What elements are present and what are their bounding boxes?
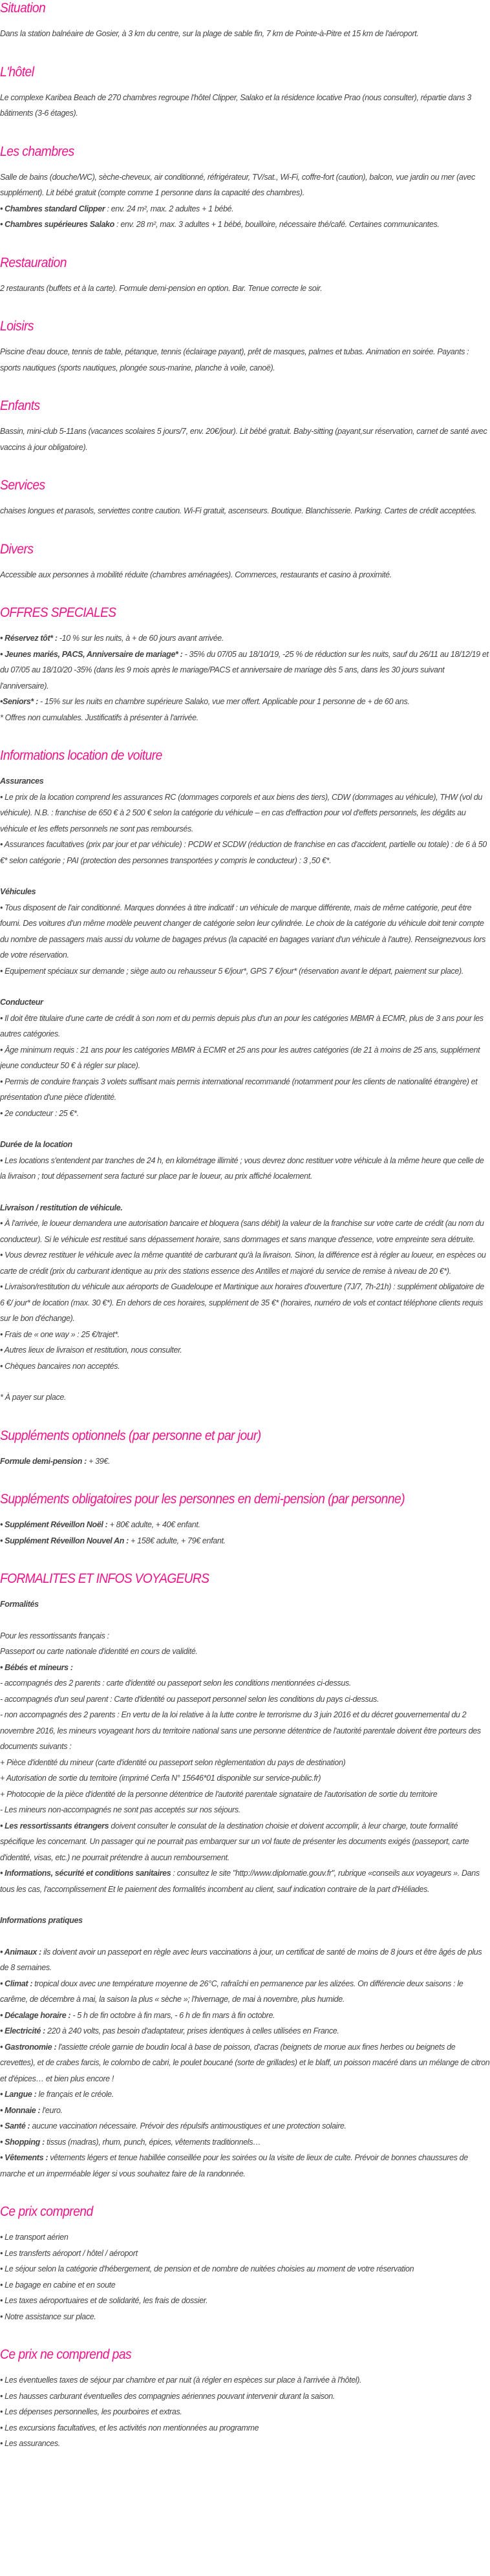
- list-item: • Assurances facultatives (prix par jour et par véhicule) : PCDW et SCDW (réduction de franchise en cas d'accident, partielle ou totale) : de 6 à 50 €* selon catégorie ; PAI (protection des personnes transportées y compris le conducteur) : 3 ,50 €*.: [0, 840, 487, 865]
- section-text: chaises longues et parasols, serviettes contre caution. Wi-Fi gratuit, ascenseurs. Boutique. Blanchisserie. Parking. Cartes de crédit acceptées.: [0, 506, 477, 515]
- section-title: Informations location de voiture: [0, 748, 162, 763]
- subsection-title: Livraison / restitution de véhicule.: [0, 1203, 123, 1212]
- section-ce-prix-comprend: [0, 2204, 490, 2324]
- section-title: Ce prix ne comprend pas: [0, 2347, 132, 2362]
- list-item: • 2e conducteur : 25 €*.: [0, 1108, 79, 1118]
- list-item: • À l'arrivée, le loueur demandera une autorisation bancaire et bloquera (sans débit) la valeur de la franchise sur votre carte de crédit (au nom du conducteur). Si le véhicule est restitué sans dépassement horaire, sans dommages et sans manque d'essence, votre empreinte sera détruite.: [0, 1219, 484, 1244]
- section-title: Situation: [0, 1, 46, 16]
- list-item: • Shopping : tissus (madras), rhum, punch, épices, vêtements traditionnels…: [0, 2137, 261, 2147]
- section-divers: [0, 541, 490, 583]
- list-item: • Les taxes aéroportuaires et de solidarité, les frais de dossier.: [0, 2296, 208, 2305]
- section-title: OFFRES SPECIALES: [0, 605, 116, 620]
- list-item: • Le séjour selon la catégorie d'hébergement, de pension et de nombre de nuitées choisies au moment de votre réservation: [0, 2264, 414, 2273]
- list-item: • Décalage horaire : - 5 h de fin octobre à fin mars, - 6 h de fin mars à fin octobre.: [0, 2010, 275, 2020]
- list-item: • Vêtements : vêtements légers et tenue habillée conseillée pour les soirées ou la visite de lieux de culte. Prévoir de bonnes chaussures de marche et un imperméable léger si vous souhaitez faire de la randonnée.: [0, 2153, 468, 2178]
- subsection-title: Informations pratiques: [0, 1916, 83, 1925]
- list-item: • Informations, sécurité et conditions sanitaires : consultez le site "http://www.diplomatie.gouv.fr", rubrique «conseils aux voyageurs ». Dans tous les cas, l'accomplissement Et le paiement des formalités incombent au client, sauf indication contraire de la part d'Héliades.: [0, 1869, 480, 1894]
- list-item: Formule demi-pension : + 39€.: [0, 1456, 111, 1466]
- list-item: • Jeunes mariés, PACS, Anniversaire de mariage* : - 35% du 07/05 au 18/10/19, -25 % de réduction sur les nuits, sauf du 26/11 au 18/12/19 et du 07/05 au 18/10/20 -35% (dans les 9 mois après le mariage/PACS et anniversaire de mariage dès 5 ans, dans les 30 jours suivant l'anniversaire).: [0, 649, 489, 691]
- list-label: • Bébés et mineurs :: [0, 1662, 73, 1672]
- section-title: Restauration: [0, 255, 67, 270]
- section-ce-prix-ne-comprend-pas: [0, 2346, 490, 2452]
- section-supplements-optionnels: [0, 1428, 490, 1470]
- section-text: Dans la station balnéaire de Gosier, à 3 km du centre, sur la plage de sable fin, 7 km de Pointe-à-Pitre et 15 km de l'aéroport.: [0, 29, 419, 38]
- subsection-title: Formalités: [0, 1600, 39, 1609]
- list-item: • Le bagage en cabine et en soute: [0, 2280, 116, 2290]
- list-item: • Les excursions facultatives, et les activités non mentionnées au programme: [0, 2423, 259, 2432]
- list-item: • Le prix de la location comprend les assurances RC (dommages corporels et aux biens des tiers), CDW (dommages au véhicule), THW (vol du véhicule). N.B. : franchise de 650 € à 2 500 € selon la catégorie du véhicule – en cas d'effraction pour vol d'effets personnels, les dégâts au véhicule et les effets personnels ne sont pas remboursés.: [0, 792, 482, 833]
- list-item: • Chèques bancaires non acceptés.: [0, 1361, 120, 1371]
- section-text: Piscine d'eau douce, tennis de table, pétanque, tennis (éclairage payant), prêt de masques, palmes et tubas. Animation en soirée. Payants : sports nautiques (sports nautiques, plongée sous-marine, planche à voile, canoë).: [0, 347, 469, 372]
- list-item: • Santé : aucune vaccination nécessaire. Prévoir des répulsifs antimoustiques et une protection solaire.: [0, 2121, 346, 2131]
- section-title: Suppléments optionnels (par personne et par jour): [0, 1428, 261, 1443]
- section-title: Les chambres: [0, 144, 74, 159]
- section-location-voiture: [0, 747, 490, 1406]
- section-title: Suppléments obligatoires pour les personnes en demi-pension (par personne): [0, 1492, 405, 1507]
- list-item: • Gastronomie : l'assiette créole garnie de boudin local à base de poisson, d'acras (beignets de morue aux fines herbes ou beignets de crevettes), et de crabes farcis, le colombo de cabri, le poulet boucané (sorte de grillades) et le blaff, un poisson macéré dans un mélange de citron et d'épices… et bien plus encore !: [0, 2042, 490, 2083]
- section-chambres: [0, 144, 490, 233]
- section-offres-speciales: [0, 605, 490, 725]
- list-item: • Equipement spéciaux sur demande ; siège auto ou rehausseur 5 €/jour*, GPS 7 €/jour* (réservation avant le départ, paiement sur place).: [0, 966, 463, 976]
- list-item: • Autres lieux de livraison et restitution, nous consulter.: [0, 1346, 182, 1355]
- list-item: • Permis de conduire français 3 volets suffisant mais permis international recommandé (notamment pour les clients de nationalité étrangère) et présentation d'une pièce d'identité.: [0, 1077, 478, 1102]
- subsection-title: Conducteur: [0, 998, 43, 1007]
- text-line: + Autorisation de sortie du territoire (imprimé Cerfa N° 15646*01 disponible sur service-public.fr): [0, 1774, 321, 1783]
- list-item: • Climat : tropical doux avec une température moyenne de 26°C, rafraîchi en permanence par les alizées. On différencie deux saisons : le carême, de décembre à mai, la saison la plus « sèche »; l'hivernage, de mai à novembre, plus humide.: [0, 1979, 463, 2004]
- text-line: - Les mineurs non-accompagnés ne sont pas acceptés sur nos séjours.: [0, 1805, 240, 1814]
- list-item: • Les hausses carburant éventuelles des compagnies aériennes pouvant intervenir durant la saison.: [0, 2391, 335, 2401]
- list-item: • Réservez tôt* : -10 % sur les nuits, à + de 60 jours avant arrivée.: [0, 634, 224, 643]
- list-item: • Supplément Réveillon Noël : + 80€ adulte, + 40€ enfant.: [0, 1520, 200, 1529]
- section-loisirs: [0, 318, 490, 376]
- section-text: Le complexe Karibea Beach de 270 chambres regroupe l'hôtel Clipper, Salako et la résidence locative Prao (nous consulter), répartie dans 3 bâtiments (3-6 étages).: [0, 92, 471, 118]
- section-title: Enfants: [0, 398, 40, 413]
- section-supplements-obligatoires: [0, 1491, 490, 1549]
- section-title: FORMALITES ET INFOS VOYAGEURS: [0, 1571, 209, 1586]
- list-item: • Chambres supérieures Salako : env. 28 m², max. 3 adultes + 1 bébé, bouilloire, nécessaire thé/café. Certaines communicantes.: [0, 220, 440, 229]
- footnote: * Offres non cumulables. Justificatifs à présenter à l'arrivée.: [0, 713, 198, 722]
- list-item: • Les transferts aéroport / hôtel / aéroport: [0, 2248, 138, 2258]
- footnote: * À payer sur place.: [0, 1393, 67, 1402]
- text-line: + Photocopie de la pièce d'identité de la personne détentrice de l'autorité parentale signataire de l'autorisation de sortie du territoire: [0, 1789, 438, 1799]
- section-title: L'hôtel: [0, 64, 34, 80]
- subsection-title: Véhicules: [0, 887, 36, 896]
- text-line: - accompagnés d'un seul parent : Carte d'identité ou passeport personnel selon les conditions du pays ci-dessus.: [0, 1694, 379, 1704]
- section-text: Salle de bains (douche/WC), sèche-cheveux, air conditionné, réfrigérateur, TV/sat., Wi-Fi, coffre-fort (caution), balcon, vue jardin ou mer (avec supplément). Lit bébé gratuit (compte comme 1 personne dans la capacité des chambres).: [0, 172, 475, 197]
- section-text: 2 restaurants (buffets et à la carte). Formule demi-pension en option. Bar. Tenue correcte le soir.: [0, 283, 323, 293]
- section-enfants: [0, 398, 490, 455]
- section-restauration: [0, 255, 490, 297]
- list-item: • Notre assistance sur place.: [0, 2312, 96, 2321]
- list-item: • Âge minimum requis : 21 ans pour les catégories MBMR à ECMR et 25 ans pour les autres catégories (de 21 à moins de 25 ans, supplément jeune conducteur 50 € à régler sur place).: [0, 1045, 480, 1070]
- section-title: Services: [0, 478, 45, 493]
- subsection-title: Durée de la location: [0, 1140, 72, 1149]
- list-item: • Vous devrez restituer le véhicule avec la même quantité de carburant qu'à la livraison. Sinon, la différence est à régler au loueur, en espèces ou carte de crédit (prix du carburant identique au prix des stations essence des Antilles et majoré du service de remise à niveau de 20 €*).: [0, 1250, 486, 1276]
- section-text: Bassin, mini-club 5-11ans (vacances scolaires 5 jours/7, env. 20€/jour). Lit bébé gratuit. Baby-sitting (payant,sur réservation, carnet de santé avec vaccins à jour obligatoire).: [0, 427, 487, 452]
- text-line: - non accompagnés des 2 parents : En vertu de la loi relative à la lutte contre le terrorisme du 3 juin 2016 et du décret gouvernemental du 2 novembre 2016, les mineurs voyageant hors du territoire national sans une personne détentrice de l'autorité parentale doivent être porteurs des documents suivants :: [0, 1710, 481, 1751]
- list-item: • Chambres standard Clipper : env. 24 m², max. 2 adultes + 1 bébé.: [0, 204, 234, 213]
- text-line: Passeport ou carte nationale d'identité en cours de validité.: [0, 1647, 198, 1656]
- list-item: • Animaux : ils doivent avoir un passeport en règle avec leurs vaccinations à jour, un certificat de santé de moins de 8 jours et être âgés de plus de 8 semaines.: [0, 1947, 482, 1972]
- list-item: • Les assurances.: [0, 2439, 60, 2448]
- list-item: • Langue : le français et le créole.: [0, 2090, 114, 2099]
- list-item: • Tous disposent de l'air conditionné. Marques données à titre indicatif : un véhicule de marque différente, mais de même catégorie, peut être fourni. Des voitures d'un même modèle peuvent changer de catégorie selon leur cylindrée. Le choix de la catégorie du véhicule doit tenir compte du nombre de passagers mais aussi du volume de bagages prévus (la capacité en bagages variant d'un véhicule à l'autre). Renseignezvous lors de votre réservation.: [0, 903, 486, 960]
- section-title: Ce prix comprend: [0, 2204, 93, 2219]
- list-item: • Les locations s'entendent par tranches de 24 h, en kilométrage illimité ; vous devrez donc restituer votre véhicule à la même heure que celle de la livraison ; tout dépassement sera facturé sur place par le loueur, au prix affiché localement.: [0, 1155, 484, 1181]
- section-hotel: [0, 64, 490, 122]
- list-item: • Frais de « one way » : 25 €/trajet*.: [0, 1329, 120, 1339]
- list-item: • Le transport aérien: [0, 2233, 69, 2242]
- section-services: [0, 477, 490, 519]
- list-item: • Monnaie : l'euro.: [0, 2105, 63, 2115]
- text-line: + Pièce d'identité du mineur (carte d'identité ou passeport selon règlementation du pays de destination): [0, 1757, 346, 1767]
- section-title: Loisirs: [0, 319, 34, 334]
- list-item: • Il doit être titulaire d'une carte de crédit à son nom et du permis depuis plus d'un an pour les catégories MBMR à ECMR, plus de 3 ans pour les autres catégories.: [0, 1013, 484, 1038]
- list-item: • Supplément Réveillon Nouvel An : + 158€ adulte, + 79€ enfant.: [0, 1536, 226, 1545]
- list-item: • Les dépenses personnelles, les pourboires et extras.: [0, 2407, 182, 2416]
- section-situation: [0, 0, 490, 42]
- text-line: - accompagnés des 2 parents : carte d'identité ou passeport selon les conditions mentionnées ci-dessus.: [0, 1679, 352, 1688]
- section-text: Accessible aux personnes à mobilité réduite (chambres aménagées). Commerces, restaurants et casino à proximité.: [0, 570, 392, 579]
- section-title: Divers: [0, 541, 34, 557]
- list-item: • Les éventuelles taxes de séjour par chambre et par nuit (à régler en espèces sur place à l'arrivée à l'hôtel).: [0, 2376, 362, 2385]
- list-item: • Les ressortissants étrangers doivent consulter le consulat de la destination choisie et doivent accomplir, à leur charge, toute formalité spécifique les concernant. Un passager qui ne pourrait pas embarquer sur un vol faute de présenter les documents exigés (passeport, carte d'identité, visas, etc.) ne pourrait prétendre à aucun remboursement.: [0, 1821, 469, 1862]
- list-item: •Seniors* : - 15% sur les nuits en chambre supérieure Salako, vue mer offert. Applicable pour 1 personne de + de 60 ans.: [0, 697, 410, 706]
- section-formalites: [0, 1571, 490, 2182]
- subsection-title: Assurances: [0, 777, 44, 786]
- list-item: • Livraison/restitution du véhicule aux aéroports de Guadeloupe et Martinique aux horaires d'ouverture (7J/7, 7h-21h) : supplément obligatoire de 6 €/ jour* de location (max. 30 €*). En dehors de ces horaires, supplément de 35 €* (horaires, numéro de vols et contact téléphone clients requis sur le bon d'échange).: [0, 1282, 484, 1323]
- text-line: Pour les ressortissants français :: [0, 1631, 109, 1640]
- list-item: • Electricité : 220 à 240 volts, pas besoin d'adaptateur, prises identiques à celles utilisées en France.: [0, 2026, 339, 2035]
